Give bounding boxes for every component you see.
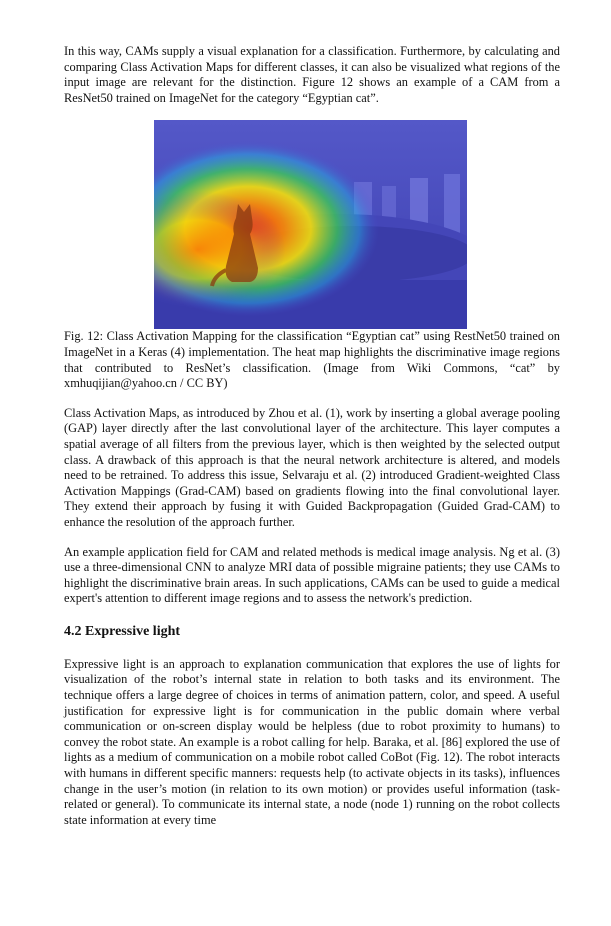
expressive-light-paragraph: Expressive light is an approach to explanation communication that explores the use of lights for visualization of the robot’s internal state in relation to both tasks and its environment. The technique offers a large degree of choices in terms of animation pattern, color, and speed. A useful justification for expressive light is for communication in the public domain where verbal communication or on-screen display would be helpless (due to robot proximity to humans) to convey the robot state. An example is a robot calling for help. Baraka, et al. [86] explored the use of lights as a medium of communication on a mobile robot called CoBot (Fig. 12). The robot interacts with humans in different specific manners: requests help (to activate objects in its tasks), influences change in the user’s motion (in relation to its own motion) or provides useful information (task-related or general). To communicate its internal state, a node (node 1) running on the robot collects state information at every time [64,656,560,827]
medical-application-paragraph: An example application field for CAM and related methods is medical image analysis. Ng et al. (3) use a three-dimensional CNN to analyze MRI data of possible migraine patients; they use CAMs to highlight the discriminative brain areas. In such applications, CAMs can be used to guide a medical expert's attention to different image regions and to assess the network's prediction. [64,544,560,606]
cam-figure-image [154,120,467,329]
cam-method-paragraph: Class Activation Maps, as introduced by Zhou et al. (1), work by inserting a global average pooling (GAP) layer directly after the last convolutional layer of the architecture. This layer computes a spatial average of all filters from the previous layer, which is then weighted by the selected output class. A drawback of this approach is that the neural network architecture is altered, and models need to be retrained. To address this issue, Selvaraju et al. (2) introduced Gradient-weighted Class Activation Mappings (Grad-CAM) based on gradients flowing into the final convolutional layer. They extend their approach by fusing it with Guided Backpropagation (Guided Grad-CAM) to enhance the resolution of the approach further. [64,405,560,529]
cam-heatmap-illustration [154,120,467,329]
section-heading: 4.2 Expressive light [64,623,181,639]
page-content [64,44,560,828]
intro-paragraph: In this way, CAMs supply a visual explanation for a classification. Furthermore, by calculating and comparing Class Activation Maps for different classes, it can also be visualized what regions of the input image are relevant for the distinction. Figure 12 shows an example of a CAM from a ResNet50 trained on ImageNet for the category “Egyptian cat”. [64,44,560,105]
heatmap-secondary-region [154,120,467,329]
figure-caption: Fig. 12: Class Activation Mapping for the classification “Egyptian cat” using RestNet50 trained on ImageNet in a Keras (4) implementation. The heat map highlights the discriminative image regions that contributed to ResNet’s classification. (Image from Wiki Commons, “cat” by xmhuqijian@yahoo.cn / CC BY) [64,329,560,391]
